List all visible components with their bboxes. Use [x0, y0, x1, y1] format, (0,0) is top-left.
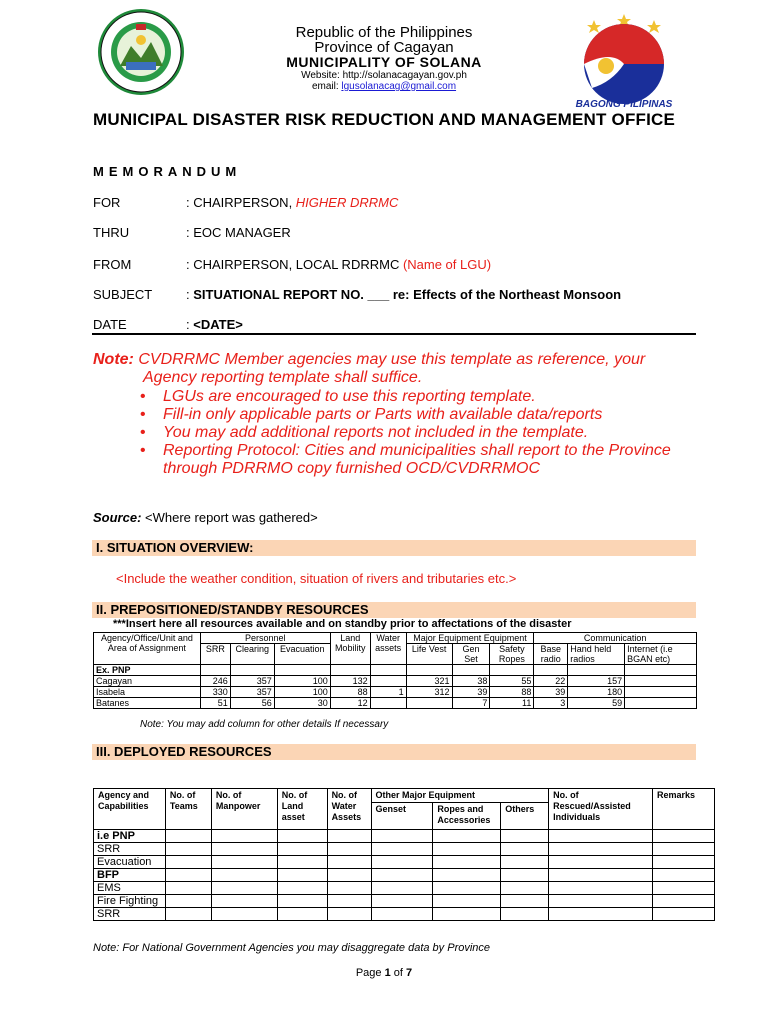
table-cell[interactable]: [501, 830, 549, 843]
table-cell[interactable]: [501, 843, 549, 856]
table-cell: [568, 665, 625, 676]
header-email: email: lgusolanacag@gmail.com: [311, 81, 457, 92]
row-label: Cagayan: [94, 676, 201, 687]
section-prepositioned-resources: II. PREPOSITIONED/STANDBY RESOURCES: [92, 602, 696, 618]
table-cell[interactable]: [277, 895, 327, 908]
table-cell[interactable]: [211, 830, 277, 843]
t2-header-rescued: No. of Rescued/Assisted Individuals: [549, 789, 653, 830]
note-bullet: • LGUs are encouraged to use this reporting template.: [140, 388, 720, 406]
table-cell[interactable]: [211, 895, 277, 908]
table-cell: 157: [568, 676, 625, 687]
deployed-resources-table: [93, 788, 715, 921]
sub-clearing: Clearing: [230, 644, 274, 665]
header-land-mobility: Land Mobility: [330, 633, 370, 665]
t2-header-other-equipment: Other Major Equipment: [371, 789, 549, 803]
table-cell[interactable]: [327, 895, 371, 908]
row-label: Fire Fighting: [94, 895, 166, 908]
table-cell[interactable]: [549, 856, 653, 869]
table-cell[interactable]: [433, 830, 501, 843]
thru-value: : EOC MANAGER: [186, 225, 291, 240]
for-red-text: HIGHER DRRMC: [295, 195, 399, 210]
table-cell[interactable]: [165, 843, 211, 856]
table-cell[interactable]: [165, 856, 211, 869]
table-cell: 30: [274, 698, 330, 709]
table-cell: [534, 665, 568, 676]
note-bullet: • You may add additional reports not included in the template.: [140, 424, 720, 442]
table-cell: [452, 665, 490, 676]
row-label: Batanes: [94, 698, 201, 709]
table-cell: [370, 676, 406, 687]
table-row: [94, 908, 715, 921]
table-cell: 312: [406, 687, 452, 698]
table-cell: 55: [490, 676, 534, 687]
sub-gen-set: Gen Set: [452, 644, 490, 665]
table-cell: 100: [274, 676, 330, 687]
table-row: [94, 856, 715, 869]
table2-note: Note: For National Government Agencies you may disaggregate data by Province: [93, 942, 491, 954]
row-label: i.e PNP: [94, 830, 166, 843]
t2-header-teams: No. of Teams: [165, 789, 211, 830]
row-label: Ex. PNP: [94, 665, 201, 676]
sub-life-vest: Life Vest: [406, 644, 452, 665]
situation-placeholder: <Include the weather condition, situation of rivers and tributaries etc.>: [116, 571, 517, 586]
table-cell: 357: [230, 676, 274, 687]
table-cell: 132: [330, 676, 370, 687]
header-province: Province of Cagayan: [314, 39, 454, 56]
header-water-assets: Water assets: [370, 633, 406, 665]
table-cell[interactable]: [371, 856, 433, 869]
table-cell[interactable]: [165, 908, 211, 921]
table-cell[interactable]: [549, 882, 653, 895]
t2-sub-genset: Genset: [371, 803, 433, 830]
table-cell[interactable]: [371, 895, 433, 908]
table-cell[interactable]: [433, 843, 501, 856]
sub-safety-ropes: Safety Ropes: [490, 644, 534, 665]
row-label: Isabela: [94, 687, 201, 698]
table-cell: [625, 698, 697, 709]
table-cell: [406, 665, 452, 676]
table-cell[interactable]: [211, 908, 277, 921]
table-cell: 180: [568, 687, 625, 698]
header-major-equipment: Major Equipment Equipment: [406, 633, 534, 644]
sub-evacuation: Evacuation: [274, 644, 330, 665]
prepositioned-resources-table: [93, 632, 697, 709]
table-cell[interactable]: [165, 869, 211, 882]
sub-base-radio: Base radio: [534, 644, 568, 665]
subject-value: : SITUATIONAL REPORT NO. ___ re: Effects of the Northeast Monsoon: [186, 287, 622, 302]
memorandum-title: MEMORANDUM: [93, 164, 242, 179]
table-row: [94, 843, 715, 856]
for-label: FOR: [93, 195, 121, 210]
table-cell: [200, 665, 230, 676]
section-situation-overview: I. SITUATION OVERVIEW:: [92, 540, 696, 556]
table-cell: 100: [274, 687, 330, 698]
table-cell[interactable]: [501, 882, 549, 895]
note-bullets: [140, 388, 720, 478]
table-cell: [490, 665, 534, 676]
table-row: [94, 895, 715, 908]
table-cell[interactable]: [549, 843, 653, 856]
table-cell: 88: [330, 687, 370, 698]
table-cell[interactable]: [433, 856, 501, 869]
table-cell: 321: [406, 676, 452, 687]
table-cell[interactable]: [327, 843, 371, 856]
table-row: [94, 869, 715, 882]
table-cell: [274, 665, 330, 676]
table-cell: [330, 665, 370, 676]
table-cell: 11: [490, 698, 534, 709]
divider-line: [92, 333, 696, 335]
note-bullet: • Reporting Protocol: Cities and municipalities shall report to the Province through PDRRMO copy furnished OCD/CVDRRMOC: [140, 442, 720, 478]
table-cell[interactable]: [211, 843, 277, 856]
table-cell: 330: [200, 687, 230, 698]
table-cell[interactable]: [327, 869, 371, 882]
header-municipality: MUNICIPALITY OF SOLANA: [286, 54, 482, 70]
table-cell[interactable]: [371, 869, 433, 882]
table-row: [94, 676, 697, 687]
table-row: [94, 830, 715, 843]
thru-label: THRU: [93, 225, 130, 240]
from-label: FROM: [93, 257, 132, 272]
sub-internet: Internet (i.e BGAN etc): [625, 644, 697, 665]
table-cell: [625, 687, 697, 698]
subject-label: SUBJECT: [93, 287, 153, 302]
table-cell: 59: [568, 698, 625, 709]
table-cell: 22: [534, 676, 568, 687]
table-cell[interactable]: [211, 882, 277, 895]
t2-header-land-asset: No. of Land asset: [277, 789, 327, 830]
table-cell[interactable]: [165, 895, 211, 908]
page-indicator: Page 1 of 7: [355, 967, 413, 979]
table-cell: [625, 665, 697, 676]
t2-header-remarks: Remarks: [653, 789, 715, 830]
row-label: EMS: [94, 882, 166, 895]
section-deployed-resources: III. DEPLOYED RESOURCES: [92, 744, 696, 760]
row-label: SRR: [94, 908, 166, 921]
header-personnel: Personnel: [200, 633, 330, 644]
table-cell[interactable]: [277, 869, 327, 882]
note-bullet: • Fill-in only applicable parts or Parts with available data/reports: [140, 406, 720, 424]
table-cell: 1: [370, 687, 406, 698]
table-cell: 38: [452, 676, 490, 687]
table-cell: 3: [534, 698, 568, 709]
table-cell[interactable]: [549, 830, 653, 843]
t2-header-agency: Agency and Capabilities: [94, 789, 166, 830]
table-cell[interactable]: [433, 895, 501, 908]
table-cell[interactable]: [277, 856, 327, 869]
table-cell: 39: [452, 687, 490, 698]
table-cell[interactable]: [211, 869, 277, 882]
date-value: : <DATE>: [186, 317, 243, 332]
table-cell[interactable]: [433, 869, 501, 882]
table-cell[interactable]: [327, 882, 371, 895]
table-cell[interactable]: [165, 830, 211, 843]
table-cell[interactable]: [433, 882, 501, 895]
table-cell: 56: [230, 698, 274, 709]
table-cell[interactable]: [371, 882, 433, 895]
table-cell: 7: [452, 698, 490, 709]
header-republic: Republic of the Philippines: [295, 24, 473, 41]
table-cell: [406, 698, 452, 709]
table-cell[interactable]: [501, 908, 549, 921]
table-cell[interactable]: [327, 856, 371, 869]
t2-header-manpower: No. of Manpower: [211, 789, 277, 830]
row-label: SRR: [94, 843, 166, 856]
table-cell[interactable]: [277, 830, 327, 843]
table-cell: 12: [330, 698, 370, 709]
table-cell: 357: [230, 687, 274, 698]
table-cell[interactable]: [549, 895, 653, 908]
insert-instructions: ***Insert here all resources available and on standby prior to affectations of the disaster: [113, 618, 572, 630]
table-cell[interactable]: [653, 869, 715, 882]
table-cell: 246: [200, 676, 230, 687]
table-cell[interactable]: [371, 830, 433, 843]
table-cell[interactable]: [549, 908, 653, 921]
t2-sub-others: Others: [501, 803, 549, 830]
table-cell[interactable]: [501, 869, 549, 882]
table-cell[interactable]: [501, 856, 549, 869]
table-cell[interactable]: [653, 856, 715, 869]
table-cell[interactable]: [501, 895, 549, 908]
table-cell[interactable]: [327, 830, 371, 843]
note-block: Note: CVDRRMC Member agencies may use this template as reference, your Agency reporting template shall suffice.: [93, 351, 646, 386]
header-agency: Agency/Office/Unit and Area of Assignment: [94, 633, 201, 665]
office-title: MUNICIPAL DISASTER RISK REDUCTION AND MANAGEMENT OFFICE: [93, 110, 676, 129]
table-cell[interactable]: [653, 830, 715, 843]
table-cell: 88: [490, 687, 534, 698]
table-cell: [370, 698, 406, 709]
table-cell: [625, 676, 697, 687]
table-row: [94, 687, 697, 698]
table1-note: Note: You may add column for other details If necessary: [140, 719, 389, 730]
table-cell: 51: [200, 698, 230, 709]
source-line: Source: <Where report was gathered>: [93, 510, 318, 525]
table-cell[interactable]: [327, 908, 371, 921]
table-cell: [370, 665, 406, 676]
for-value: : CHAIRPERSON, HIGHER DRRMC: [186, 195, 399, 210]
t2-sub-ropes: Ropes and Accessories: [433, 803, 501, 830]
table-cell[interactable]: [549, 869, 653, 882]
website-link[interactable]: http://solanacagayan.gov.ph: [342, 70, 467, 81]
table-cell: [230, 665, 274, 676]
table-cell[interactable]: [165, 882, 211, 895]
bagong-pilipinas-text: BAGONG PILIPINAS: [575, 99, 673, 110]
table-cell[interactable]: [277, 882, 327, 895]
from-red-text: (Name of LGU): [402, 257, 492, 272]
sub-srr: SRR: [200, 644, 230, 665]
header-communication: Communication: [534, 633, 697, 644]
table-cell[interactable]: [653, 882, 715, 895]
row-label: BFP: [94, 869, 166, 882]
date-label: DATE: [93, 317, 127, 332]
t2-header-water-assets: No. of Water Assets: [327, 789, 371, 830]
sub-hand-held-radios: Hand held radios: [568, 644, 625, 665]
table-cell[interactable]: [277, 843, 327, 856]
table-row: [94, 665, 697, 676]
table-cell[interactable]: [371, 908, 433, 921]
from-value: : CHAIRPERSON, LOCAL RDRRMC (Name of LGU): [186, 257, 492, 272]
table-cell[interactable]: [277, 908, 327, 921]
table-cell[interactable]: [371, 843, 433, 856]
header-website: Website: http://solanacagayan.gov.ph: [301, 70, 467, 81]
table-cell[interactable]: [653, 843, 715, 856]
table-cell[interactable]: [211, 856, 277, 869]
table-cell: 39: [534, 687, 568, 698]
table-cell[interactable]: [653, 908, 715, 921]
table-cell[interactable]: [653, 895, 715, 908]
row-label: Evacuation: [94, 856, 166, 869]
table-row: [94, 698, 697, 709]
email-link[interactable]: lgusolanacag@gmail.com: [341, 81, 457, 92]
table-cell[interactable]: [433, 908, 501, 921]
table-row: [94, 882, 715, 895]
